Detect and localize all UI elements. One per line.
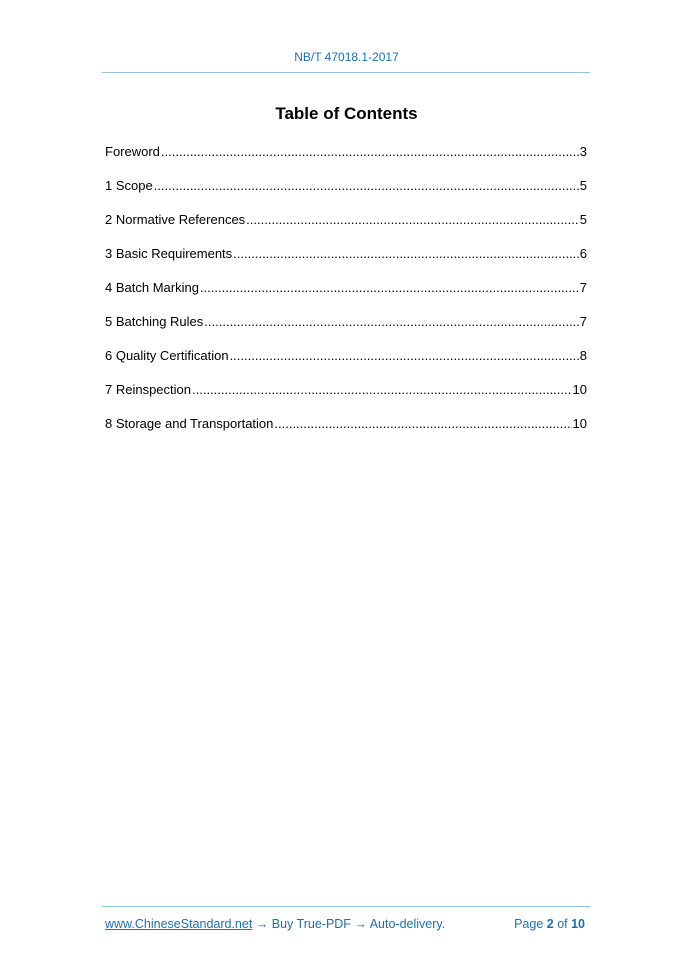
- toc-dot-leader: [230, 348, 579, 363]
- toc-entry-quality-certification[interactable]: [105, 348, 587, 382]
- toc-entry-label: 1 Scope: [105, 178, 153, 193]
- toc-dot-leader: [204, 314, 578, 329]
- toc-entry-label: 6 Quality Certification: [105, 348, 229, 363]
- toc-entry-page: 10: [572, 382, 587, 397]
- toc-entry-page: 5: [579, 178, 587, 193]
- toc-dot-leader: [233, 246, 579, 261]
- toc-entry-label: 2 Normative References: [105, 212, 246, 227]
- footer-promo: [105, 917, 445, 931]
- toc-entry-page: 8: [579, 348, 587, 363]
- toc-entry-page: 6: [579, 246, 587, 261]
- toc-entry-page: 3: [579, 144, 587, 159]
- toc-dot-leader: [192, 382, 572, 397]
- toc-entry-page: 7: [579, 280, 587, 295]
- footer-promo-text: → Buy True-PDF → Auto-delivery.: [252, 917, 446, 931]
- toc-entry-page: 7: [579, 314, 587, 329]
- page-indicator: [514, 917, 585, 931]
- toc-dot-leader: [274, 416, 571, 431]
- toc-entry-label: 7 Reinspection: [105, 382, 191, 397]
- toc-entry-foreword[interactable]: [105, 144, 587, 178]
- toc-entry-batching-rules[interactable]: [105, 314, 587, 348]
- toc-entry-page: 5: [579, 212, 587, 227]
- page-prefix: Page: [514, 917, 547, 931]
- page-of: of: [553, 917, 572, 931]
- toc-dot-leader: [200, 280, 579, 295]
- toc-entry-label: 3 Basic Requirements: [105, 246, 233, 261]
- toc-entry-label: 4 Batch Marking: [105, 280, 199, 295]
- header-divider: [102, 72, 590, 73]
- toc-entry-page: 10: [572, 416, 587, 431]
- toc-dot-leader: [161, 144, 579, 159]
- toc-dot-leader: [154, 178, 579, 193]
- site-link[interactable]: www.ChineseStandard.net: [105, 917, 253, 931]
- current-page-number: 2: [546, 917, 554, 931]
- toc-entry-label: Foreword: [105, 144, 160, 159]
- toc-entry-basic-requirements[interactable]: [105, 246, 587, 280]
- toc-entry-label: 8 Storage and Transportation: [105, 416, 274, 431]
- total-pages-number: 10: [571, 917, 585, 931]
- toc-entry-reinspection[interactable]: [105, 382, 587, 416]
- toc-entry-normative-references[interactable]: [105, 212, 587, 246]
- toc-entry-batch-marking[interactable]: [105, 280, 587, 314]
- toc-entry-scope[interactable]: [105, 178, 587, 212]
- toc-entry-label: 5 Batching Rules: [105, 314, 204, 329]
- header-standard-code: NB/T 47018.1-2017: [294, 50, 399, 64]
- footer-divider: [102, 906, 590, 907]
- toc-entry-storage-and-transportation[interactable]: [105, 416, 587, 450]
- toc-dot-leader: [246, 212, 579, 227]
- toc-list: [105, 144, 587, 450]
- toc-title: Table of Contents: [275, 104, 418, 123]
